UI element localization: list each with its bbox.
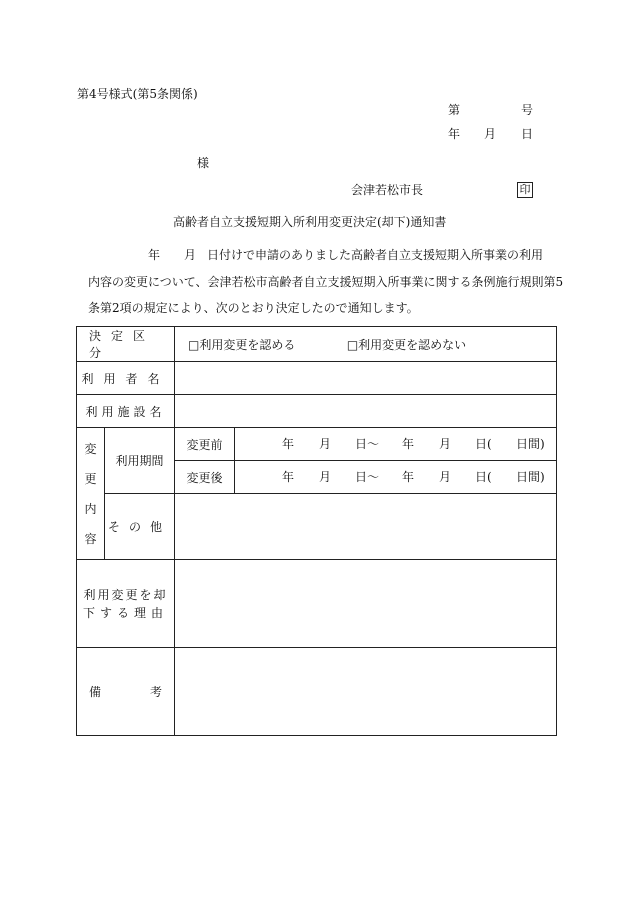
before-month-unit: 月 <box>319 437 332 451</box>
date-year: 年 <box>448 127 461 141</box>
before-days-close: 日間) <box>516 437 545 451</box>
user-name-field[interactable] <box>175 362 557 395</box>
user-label: 利用者名 <box>81 371 170 386</box>
other-label: その他 <box>108 520 172 534</box>
user-label-cell <box>77 362 175 395</box>
form-number: 第4号様式(第5条関係) <box>77 87 198 101</box>
addressee-sama: 様 <box>197 156 210 170</box>
after-month-unit: 月 <box>319 470 332 484</box>
before-period-field[interactable] <box>235 428 557 461</box>
decision-label: 決定区分 <box>89 329 156 360</box>
body-line-2: 内容の変更について、会津若松市高齢者自立支援短期入所事業に関する条例施行規則第5 <box>88 275 564 289</box>
before-label: 変更前 <box>186 437 223 452</box>
change-char-3: 内 <box>84 502 97 516</box>
after-label-cell <box>175 461 235 494</box>
facility-label-cell <box>77 395 175 428</box>
row-decision <box>77 327 557 362</box>
seal-stamp: 印 <box>517 182 533 198</box>
before-label-cell <box>175 428 235 461</box>
row-other <box>77 494 557 560</box>
before-day-tilde: 日～ <box>355 437 380 451</box>
before-year-unit-2: 年 <box>402 437 415 451</box>
row-user <box>77 362 557 395</box>
issuer-name: 会津若松市長 <box>351 183 424 197</box>
remarks-label-2: 考 <box>150 685 163 699</box>
body-year: 年 <box>148 248 161 262</box>
date-month: 月 <box>484 127 497 141</box>
row-reason <box>77 560 557 648</box>
after-day-paren: 日( <box>475 470 492 484</box>
after-period-field[interactable] <box>235 461 557 494</box>
reason-label-line-2: 下する理由 <box>83 605 169 620</box>
document-title: 高齢者自立支援短期入所利用変更決定(却下)通知書 <box>173 215 447 229</box>
facility-label: 利用施設名 <box>85 404 166 419</box>
decision-form-table <box>76 326 557 736</box>
remarks-field[interactable] <box>175 648 557 736</box>
change-label-cell <box>77 428 105 560</box>
other-field[interactable] <box>175 494 557 560</box>
change-char-2: 更 <box>84 472 97 486</box>
before-day-paren: 日( <box>475 437 492 451</box>
before-year-unit: 年 <box>282 437 295 451</box>
decision-label-cell <box>77 327 175 362</box>
number-go: 号 <box>521 103 534 117</box>
after-day-tilde: 日～ <box>355 470 380 484</box>
row-facility <box>77 395 557 428</box>
after-month-unit-2: 月 <box>439 470 452 484</box>
facility-name-field[interactable] <box>175 395 557 428</box>
after-year-unit: 年 <box>282 470 295 484</box>
row-before <box>77 428 557 461</box>
decision-options-cell <box>175 327 557 362</box>
period-label: 利用期間 <box>115 454 164 468</box>
change-char-1: 変 <box>84 442 97 456</box>
after-year-unit-2: 年 <box>402 470 415 484</box>
number-dai: 第 <box>448 103 461 117</box>
remarks-label-1: 備 <box>89 685 102 699</box>
date-day: 日 <box>521 127 534 141</box>
period-label-cell <box>105 428 175 494</box>
row-remarks <box>77 648 557 736</box>
option-approve[interactable]: □利用変更を認める <box>188 337 296 352</box>
remarks-label-cell <box>77 648 175 736</box>
option-reject[interactable]: □利用変更を認めない <box>346 337 467 352</box>
reason-label-cell <box>77 560 175 648</box>
after-label: 変更後 <box>186 470 223 485</box>
after-days-close: 日間) <box>516 470 545 484</box>
body-line-1: 日付けで申請のありました高齢者自立支援短期入所事業の利用 <box>207 248 544 262</box>
before-month-unit-2: 月 <box>439 437 452 451</box>
reason-label-line-1: 利用変更を却 <box>83 587 168 602</box>
reason-field[interactable] <box>175 560 557 648</box>
other-label-cell <box>105 494 175 560</box>
body-line-3: 条第2項の規定により、次のとおり決定したので通知します。 <box>88 301 419 315</box>
body-month: 月 <box>184 248 197 262</box>
change-char-4: 容 <box>84 532 97 546</box>
